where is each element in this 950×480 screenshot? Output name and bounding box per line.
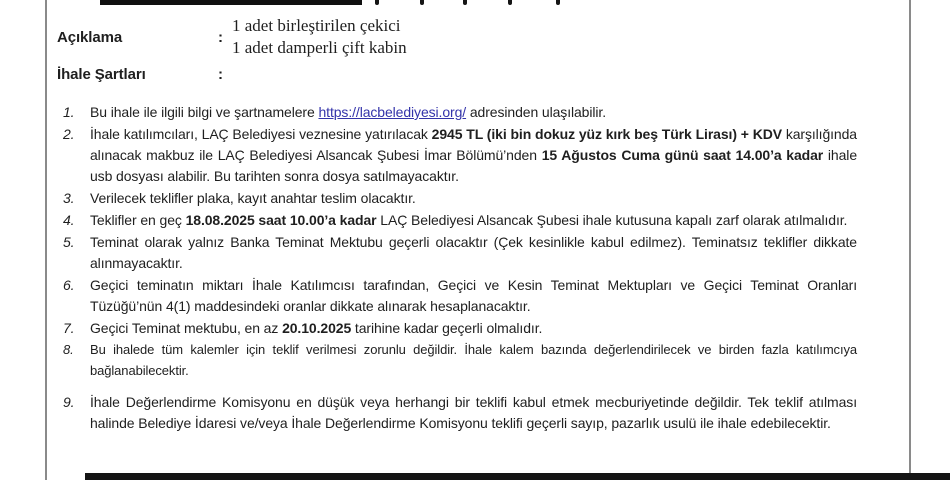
cropped-text-descender [375, 0, 379, 5]
ihale-sartlari-colon: : [218, 66, 223, 83]
aciklama-value-line: 1 adet birleştirilen çekici [232, 16, 401, 35]
condition-text [90, 275, 857, 317]
tender-info-link[interactable]: https://lacbelediyesi.org/ [318, 104, 467, 120]
cropped-text-descender [463, 0, 467, 5]
cropped-text-descender [508, 0, 512, 5]
aciklama-value-line: 1 adet damperli çift kabin [232, 38, 407, 57]
document-content [57, 0, 857, 435]
condition-text-segment: 15 Ağustos Cuma günü saat 14.00’a kadar [541, 147, 824, 163]
condition-text-segment: adresinden ulaşılabilir. [466, 104, 606, 120]
condition-text-segment: 20.10.2025 [282, 320, 352, 336]
condition-text [90, 102, 857, 123]
condition-text-segment: Geçici Teminat mektubu, en az [90, 320, 283, 336]
condition-text-segment: 2945 TL (iki bin dokuz yüz kırk beş Türk Lirası) + KDV [431, 126, 782, 142]
condition-text [90, 318, 857, 339]
condition-text [90, 232, 857, 274]
condition-text-segment: 18.08.2025 saat 10.00’a kadar [185, 212, 377, 228]
condition-item [63, 210, 857, 231]
condition-text-segment: Verilecek teklifler plaka, kayıt anahtar teslim olacaktır. [90, 190, 416, 206]
condition-text-segment: Teminat olarak yalnız Banka Teminat Mektubu geçerli olacaktır (Çek kesinlikle kabul edilmez). Teminatsız teklifler dikkate alınmayacaktır. [90, 234, 857, 271]
condition-text-segment: tarihine kadar geçerli olmalıdır. [351, 320, 543, 336]
field-aciklama [57, 15, 857, 59]
aciklama-value [232, 15, 857, 59]
table-right-border [909, 0, 911, 480]
condition-text [90, 210, 857, 231]
aciklama-colon: : [218, 28, 223, 46]
bottom-redacted-row-bar [85, 473, 950, 480]
condition-number: 7. [63, 320, 75, 336]
condition-text-segment: Bu ihale ile ilgili bilgi ve şartnamelere [90, 104, 319, 120]
condition-text-segment: Bu ihalede tüm kalemler için teklif verilmesi zorunlu değildir. İhale kalem bazında değerlendirilecek ve birden fazla katılımcıya bağlanabilecektir. [90, 342, 857, 378]
condition-number: 8. [63, 342, 74, 357]
condition-number: 2. [63, 126, 75, 142]
condition-item [63, 340, 857, 381]
condition-text-segment: Teklifler en geç [90, 212, 186, 228]
ihale-sartlari-label: İhale Şartları [57, 66, 146, 83]
condition-text-segment: Geçici teminatın miktarı İhale Katılımcısı tarafından, Geçici ve Kesin Teminat Mektupları ve Geçici Teminat Oranları Tüzüğü’nün 4(1) maddesindeki oranlar dikkate alınarak hesaplanacaktır. [90, 277, 857, 314]
condition-item [63, 124, 857, 187]
condition-text-segment: karşılığında alınacak makbuz ile LAÇ Belediyesi Alsancak Şubesi İmar Bölümü’nden [90, 126, 857, 163]
condition-text [90, 124, 857, 187]
cropped-text-descender [556, 0, 560, 5]
top-redacted-row-bar [100, 0, 362, 5]
condition-text-segment: İhale Değerlendirme Komisyonu en düşük veya herhangi bir teklifi kabul etmek mecburiyetinde değildir. Tek teklif atılması halinde Belediye İdaresi ve/veya İhale Değerlendirme Komisyonu teklifi geçerli sayıp, pazarlık usulü ile ihale edebilecektir. [90, 394, 857, 431]
condition-item [63, 188, 857, 209]
table-left-border [45, 0, 47, 480]
condition-text-segment: ihale usb dosyası alabilir. Bu tarihten sonra dosya satılmayacaktır. [90, 147, 858, 184]
condition-item [63, 102, 857, 123]
condition-text-segment: İhale katılımcıları, LAÇ Belediyesi veznesine yatırılacak [90, 126, 432, 142]
condition-text [90, 188, 857, 209]
field-ihale-sartlari [57, 66, 857, 83]
condition-number: 1. [63, 104, 75, 120]
condition-item [63, 232, 857, 274]
conditions-list [57, 102, 857, 434]
condition-item [63, 318, 857, 339]
cropped-text-descender [420, 0, 424, 5]
condition-item [63, 275, 857, 317]
condition-number: 4. [63, 212, 75, 228]
condition-number: 9. [63, 394, 75, 410]
condition-number: 5. [63, 234, 75, 250]
condition-item [63, 392, 857, 434]
condition-text [90, 340, 857, 381]
condition-text-segment: LAÇ Belediyesi Alsancak Şubesi ihale kutusuna kapalı zarf olarak atılmalıdır. [376, 212, 848, 228]
aciklama-label: Açıklama [57, 28, 123, 46]
condition-number: 6. [63, 277, 75, 293]
condition-number: 3. [63, 190, 75, 206]
condition-text [90, 392, 857, 434]
